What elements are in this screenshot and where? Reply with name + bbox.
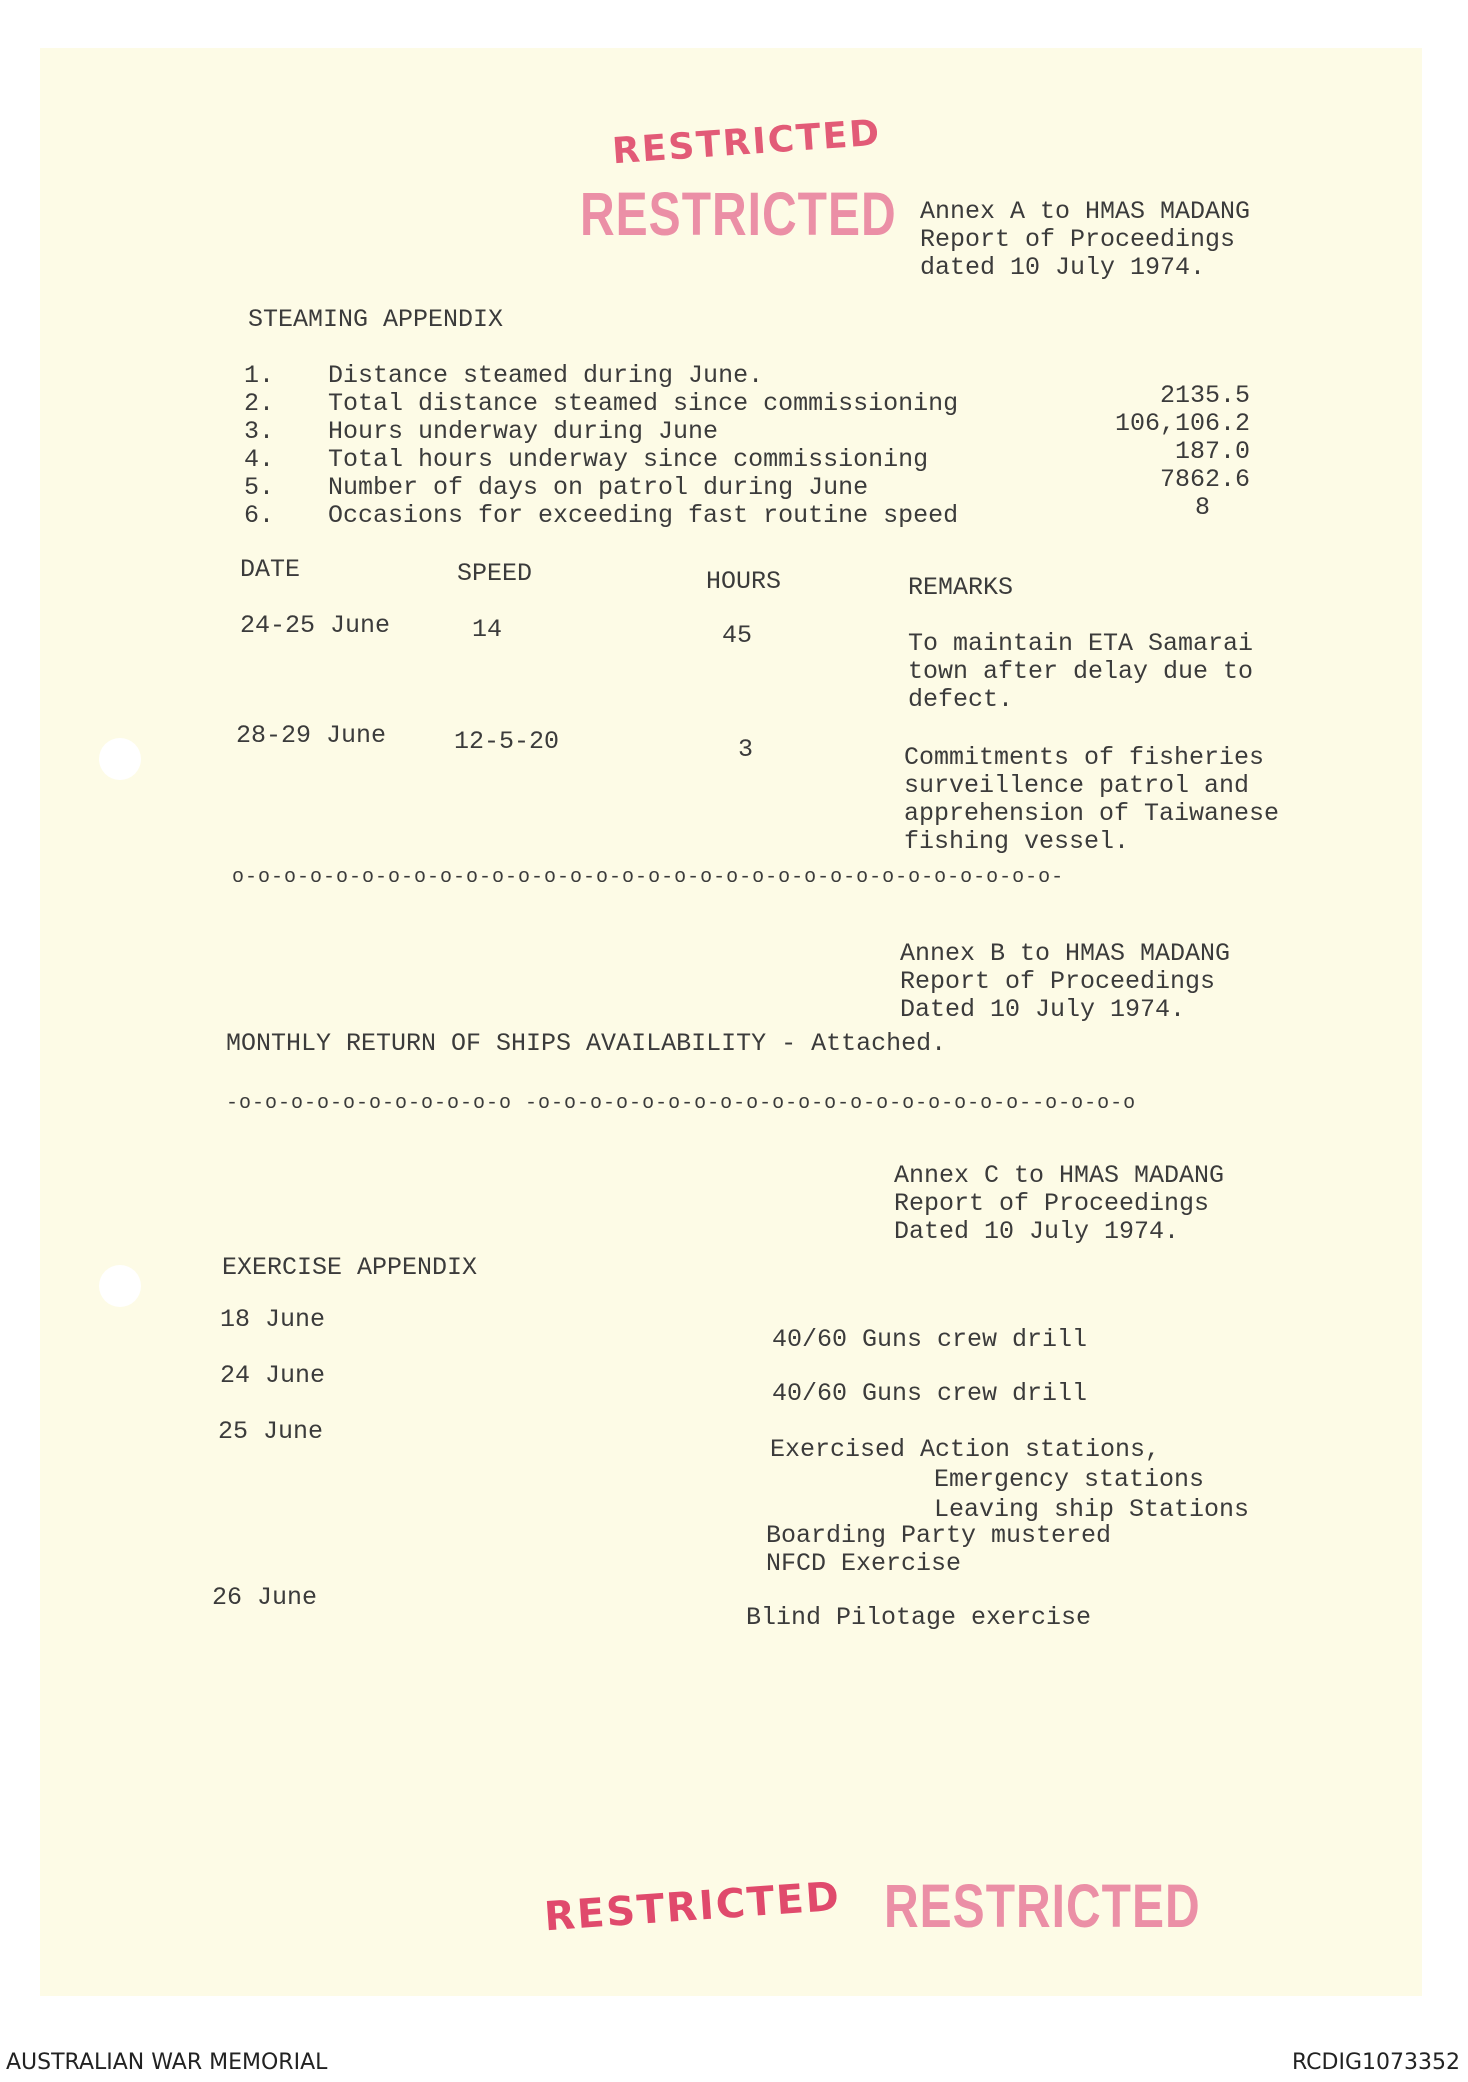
restricted-stamp-bottom-tall: RESTRICTED xyxy=(884,1873,1201,1942)
punch-hole-bottom xyxy=(99,1265,141,1307)
column-header-speed: SPEED xyxy=(457,559,533,588)
table-row-speed: 14 xyxy=(472,615,503,644)
footer-left-label: AUSTRALIAN WAR MEMORIAL xyxy=(6,2050,328,2075)
steaming-item-label: Number of days on patrol during June xyxy=(328,473,869,502)
exercise-appendix-title: EXERCISE APPENDIX xyxy=(222,1253,478,1282)
exercise-activity: 40/60 Guns crew drill xyxy=(772,1325,1088,1354)
exercise-date: 26 June xyxy=(212,1583,318,1612)
steaming-item-label: Total distance steamed since commissioning xyxy=(328,389,959,418)
exercise-activity: Boarding Party mustered xyxy=(766,1521,1112,1550)
exercise-activity: Exercised Action stations, xyxy=(770,1435,1161,1464)
annex-c-header: Annex C to HMAS MADANG Report of Proceedings Dated 10 July 1974. xyxy=(894,1161,1225,1246)
steaming-item-label: Total hours underway since commissioning xyxy=(328,445,929,474)
steaming-item-label: Occasions for exceeding fast routine speed xyxy=(328,501,959,530)
exercise-activity: Blind Pilotage exercise xyxy=(746,1603,1092,1632)
exercise-activity: Leaving ship Stations xyxy=(934,1495,1250,1524)
restricted-stamp-top-tall: RESTRICTED xyxy=(580,181,897,250)
footer-right-label: RCDIG1073352 xyxy=(1291,2050,1460,2075)
steaming-item-numbers: 1. 2. 3. 4. 5. 6. xyxy=(244,361,275,530)
exercise-activity: NFCD Exercise xyxy=(766,1549,962,1578)
punch-hole-top xyxy=(99,738,141,780)
table-row-date: 24-25 June xyxy=(240,611,391,640)
table-row-speed: 12-5-20 xyxy=(454,727,560,756)
separator-line: o-o-o-o-o-o-o-o-o-o-o-o-o-o-o-o-o-o-o-o-o-o-o-o-o-o-o-o-o-o-o-o- xyxy=(232,866,1065,889)
table-row-remarks: Commitments of fisheries surveillence patrol and apprehension of Taiwanese fishing vessel. xyxy=(904,743,1280,856)
steaming-item-value: 187.0 xyxy=(1174,437,1250,466)
table-row-hours: 45 xyxy=(722,621,753,650)
steaming-item-label: Distance steamed during June. xyxy=(328,361,764,390)
steaming-item-value: 7862.6 xyxy=(1159,465,1250,494)
exercise-date: 24 June xyxy=(220,1361,326,1390)
annex-a-header: Annex A to HMAS MADANG Report of Proceedings dated 10 July 1974. xyxy=(920,197,1251,282)
monthly-return-line: MONTHLY RETURN OF SHIPS AVAILABILITY - Attached. xyxy=(226,1029,947,1058)
steaming-item-value: 8 xyxy=(1194,493,1210,522)
table-row-date: 28-29 June xyxy=(236,721,387,750)
exercise-activity: 40/60 Guns crew drill xyxy=(772,1379,1088,1408)
separator-line: -o-o-o-o-o-o-o-o-o-o-o -o-o-o-o-o-o-o-o-o-o-o-o-o-o-o-o-o-o-o--o-o-o-o xyxy=(226,1092,1137,1115)
steaming-item-value: 106,106.2 xyxy=(1114,409,1250,438)
table-row-remarks: To maintain ETA Samarai town after delay due to defect. xyxy=(908,629,1254,714)
exercise-date: 18 June xyxy=(220,1305,326,1334)
steaming-appendix-title: STEAMING APPENDIX xyxy=(248,305,504,334)
steaming-item-values xyxy=(1090,382,1250,522)
steaming-item-labels xyxy=(328,362,958,530)
column-header-hours: HOURS xyxy=(706,567,782,596)
exercise-date: 25 June xyxy=(218,1417,324,1446)
table-row-hours: 3 xyxy=(738,735,754,764)
exercise-activity: Emergency stations xyxy=(934,1465,1205,1494)
annex-b-header: Annex B to HMAS MADANG Report of Proceedings Dated 10 July 1974. xyxy=(900,939,1231,1024)
steaming-item-label: Hours underway during June xyxy=(328,417,719,446)
steaming-item-value: 2135.5 xyxy=(1159,381,1250,410)
restricted-stamp-top-bold: RESTRICTED xyxy=(610,112,883,173)
column-header-date: DATE xyxy=(240,555,301,584)
restricted-stamp-bottom-bold: RESTRICTED xyxy=(542,1873,843,1941)
column-header-remarks: REMARKS xyxy=(908,573,1014,602)
